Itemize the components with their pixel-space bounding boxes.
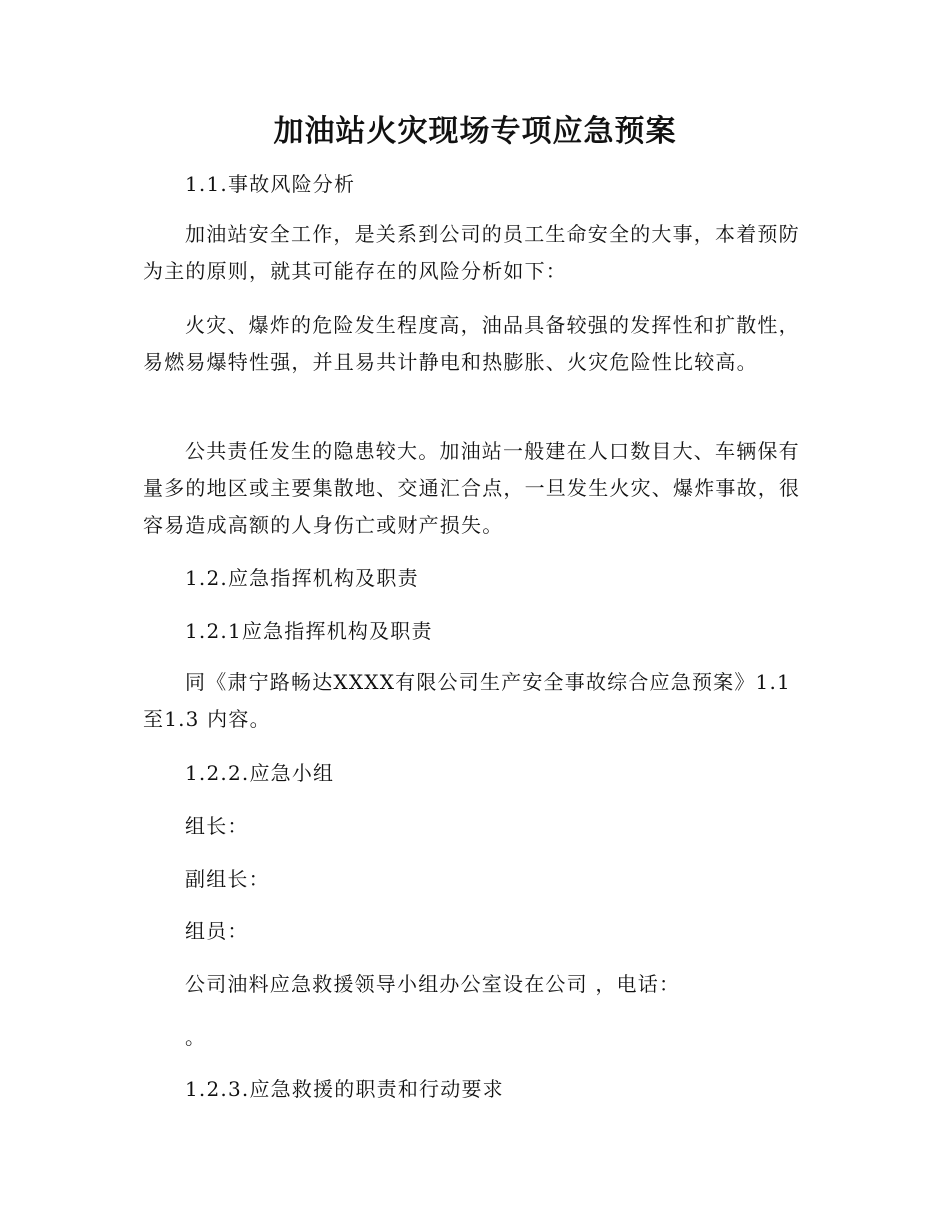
period-line: 。 xyxy=(185,1025,207,1049)
section-heading-1-2-3: 1.2.3.应急救援的职责和行动要求 xyxy=(185,1077,504,1101)
section-heading-1-2: 1.2.应急指挥机构及职责 xyxy=(185,566,419,590)
paragraph-public-risk: 公共责任发生的隐患较大。加油站一般建在人口数目大、车辆保有量多的地区或主要集散地、交通汇合点，一旦发生火灾、爆炸事故，很容易造成高额的人身伤亡或财产损失。 xyxy=(143,439,801,537)
section-heading-1-2-1: 1.2.1应急指挥机构及职责 xyxy=(185,619,433,643)
section-heading-1-2-2: 1.2.2.应急小组 xyxy=(185,761,335,785)
deputy-leader-line: 副组长： xyxy=(185,867,270,891)
members-line: 组员： xyxy=(185,919,249,943)
document-title: 加油站火灾现场专项应急预案 xyxy=(273,114,677,149)
paragraph-fire-risk: 火灾、爆炸的危险发生程度高，油品具备较强的发挥性和扩散性，易燃易爆特性强，并且易共计静电和热膨胀、火灾危险性比较高。 xyxy=(143,313,800,374)
section-heading-1-1: 1.1.事故风险分析 xyxy=(185,172,356,196)
paragraph-same-as: 同《肃宁路畅达XXXX有限公司生产安全事故综合应急预案》1.1至1.3 内容。 xyxy=(143,670,791,731)
paragraph-intro: 加油站安全工作，是关系到公司的员工生命安全的大事，本着预防为主的原则，就其可能存在的风险分析如下： xyxy=(143,222,800,283)
office-phone-line: 公司油料应急救援领导小组办公室设在公司 ，电话： xyxy=(185,972,681,996)
group-leader-line: 组长： xyxy=(185,814,249,838)
